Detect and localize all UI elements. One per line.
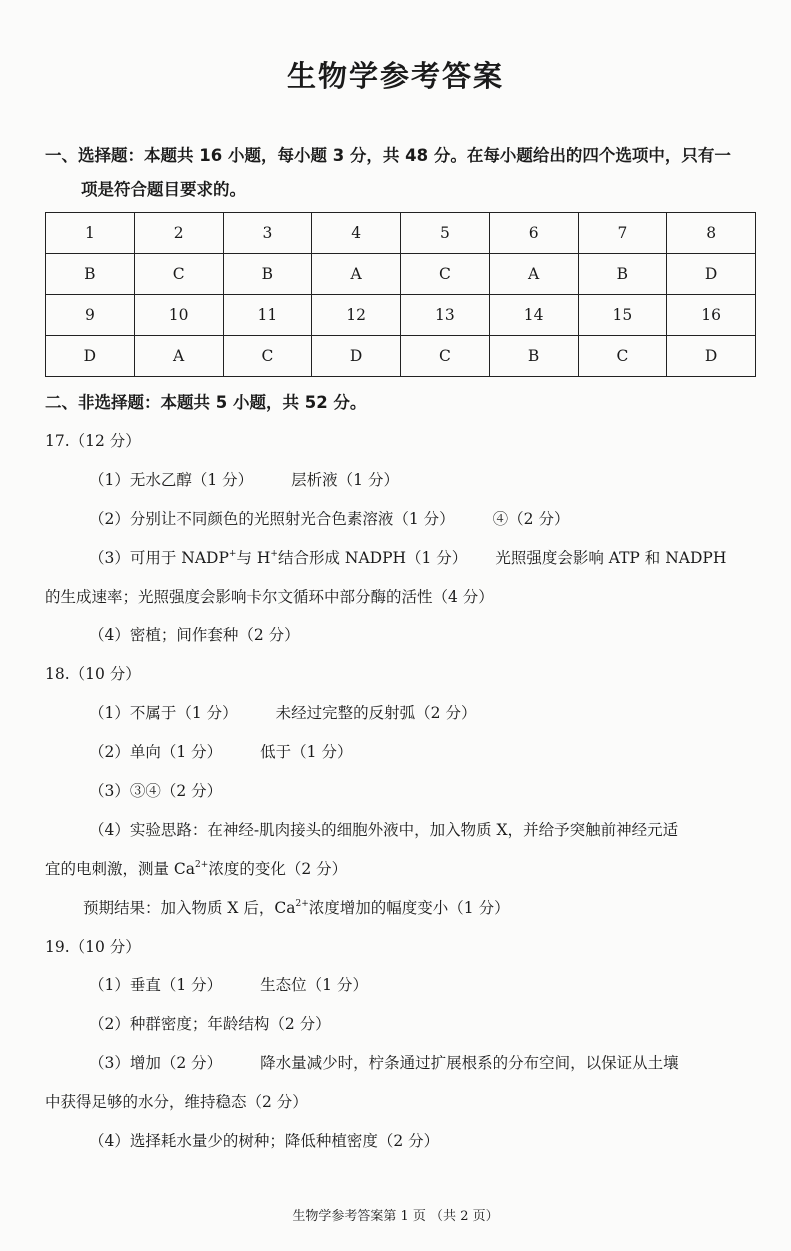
q18-result-pre: 预期结果：加入物质 X 后，Ca	[83, 898, 296, 917]
q17-part3-sup2: +	[270, 548, 278, 559]
section1-heading-line2: 项是符合题目要求的。	[81, 180, 246, 199]
q17-part1-answer-b: 层析液（1 分）	[291, 470, 399, 489]
answer-cell: D	[667, 254, 756, 295]
q17-header: 17.（12 分）	[45, 432, 141, 450]
q19-part1-answer-b: 生态位（1 分）	[260, 976, 368, 995]
q19-part3-answer-a: （3）增加（2 分）	[89, 1054, 223, 1073]
question-number-cell: 13	[401, 295, 490, 336]
q19-part3-answer-b: 降水量减少时，柠条通过扩展根系的分布空间，以保证从土壤	[260, 1054, 679, 1073]
q19-part3-continued: 中获得足够的水分，维持稳态（2 分）	[45, 1093, 308, 1112]
q18-result-post: 浓度增加的幅度变小（1 分）	[308, 898, 510, 917]
q17-part3	[45, 539, 757, 578]
question-number-cell: 9	[46, 295, 135, 336]
answer-cell: B	[578, 254, 667, 295]
q18-part4-cont-post: 浓度的变化（2 分）	[208, 859, 348, 878]
q19-part2: （2）种群密度；年龄结构（2 分）	[89, 1015, 331, 1034]
q18-part1-answer-a: （1）不属于（1 分）	[89, 704, 238, 723]
question-number-cell: 6	[489, 213, 578, 254]
answer-cell: A	[489, 254, 578, 295]
q19-part3	[45, 1044, 757, 1083]
answer-cell: D	[667, 336, 756, 377]
question-number-cell: 4	[312, 213, 401, 254]
answer-cell: A	[312, 254, 401, 295]
q17-part3-pre: （3）可用于 NADP	[89, 548, 229, 567]
q17-part1-answer-a: （1）无水乙醇（1 分）	[89, 470, 254, 489]
q18-result-sup: 2+	[295, 898, 309, 909]
section2-heading: 二、非选择题：本题共 5 小题，共 52 分。	[45, 393, 367, 412]
answer-table	[45, 212, 756, 377]
q17-part1	[45, 461, 757, 500]
table-row-question-numbers	[46, 295, 756, 336]
table-row-answers	[46, 254, 756, 295]
q18-part2	[45, 733, 757, 772]
answer-cell: C	[223, 336, 312, 377]
question-number-cell: 14	[489, 295, 578, 336]
answer-cell: C	[578, 336, 667, 377]
answer-cell: D	[46, 336, 135, 377]
q18-part4: （4）实验思路：在神经-肌肉接头的细胞外液中，加入物质 X，并给予突触前神经元适	[89, 820, 679, 839]
answer-cell: B	[223, 254, 312, 295]
q18-part1-answer-b: 未经过完整的反射弧（2 分）	[275, 704, 477, 723]
answer-cell: A	[134, 336, 223, 377]
question-number-cell: 10	[134, 295, 223, 336]
q17-part3-mid: 与 H	[236, 548, 271, 567]
q18-part1	[45, 694, 757, 733]
answer-cell: B	[489, 336, 578, 377]
answer-cell: D	[312, 336, 401, 377]
q18-part4-cont-pre: 宜的电刺激，测量 Ca	[45, 859, 196, 878]
question-number-cell: 2	[134, 213, 223, 254]
q17-part3-continued: 的生成速率；光照强度会影响卡尔文循环中部分酶的活性（4 分）	[45, 587, 494, 606]
q19-part4: （4）选择耗水量少的树种；降低种植密度（2 分）	[89, 1132, 440, 1151]
q17-part2-answer-b: ④（2 分）	[492, 509, 570, 528]
answer-cell: C	[401, 336, 490, 377]
page-footer: 生物学参考答案第 1 页 （共 2 页）	[292, 1209, 499, 1224]
answer-cell: C	[401, 254, 490, 295]
q18-part2-answer-a: （2）单向（1 分）	[89, 743, 223, 762]
question-number-cell: 3	[223, 213, 312, 254]
q19-part1	[45, 966, 757, 1005]
section1-heading	[45, 139, 760, 207]
question-number-cell: 5	[401, 213, 490, 254]
q18-part2-answer-b: 低于（1 分）	[260, 743, 353, 762]
q17-part2	[45, 500, 757, 539]
question-number-cell: 12	[312, 295, 401, 336]
question-number-cell: 11	[223, 295, 312, 336]
q18-part4-sup: 2+	[195, 859, 209, 870]
q17-part3-sup1: +	[228, 548, 237, 559]
q18-header: 18.（10 分）	[45, 665, 141, 684]
q17-part3-post: 结合形成 NADPH（1 分）	[277, 548, 468, 567]
page-title: 生物学参考答案	[286, 59, 504, 93]
question-number-cell: 16	[667, 295, 756, 336]
q19-part1-answer-a: （1）垂直（1 分）	[89, 976, 223, 995]
question-number-cell: 8	[667, 213, 756, 254]
question-number-cell: 7	[578, 213, 667, 254]
section1-heading-line1: 一、选择题：本题共 16 小题，每小题 3 分，共 48 分。在每小题给出的四个选项中，只有一	[45, 146, 731, 165]
table-row-answers	[46, 336, 756, 377]
q18-part4-continued	[45, 850, 757, 889]
answer-cell: C	[134, 254, 223, 295]
answers-body	[45, 422, 757, 1161]
answer-cell: B	[46, 254, 135, 295]
q19-header: 19.（10 分）	[45, 937, 141, 956]
q17-part4: （4）密植；间作套种（2 分）	[89, 626, 300, 645]
table-row-question-numbers	[46, 213, 756, 254]
q18-part3: （3）③④（2 分）	[89, 782, 223, 801]
question-number-cell: 1	[46, 213, 135, 254]
q17-part3-answer-b: 光照强度会影响 ATP 和 NADPH	[495, 548, 727, 567]
q18-expected-result	[45, 889, 757, 928]
q17-part2-answer-a: （2）分别让不同颜色的光照射光合色素溶液（1 分）	[89, 509, 455, 528]
question-number-cell: 15	[578, 295, 667, 336]
